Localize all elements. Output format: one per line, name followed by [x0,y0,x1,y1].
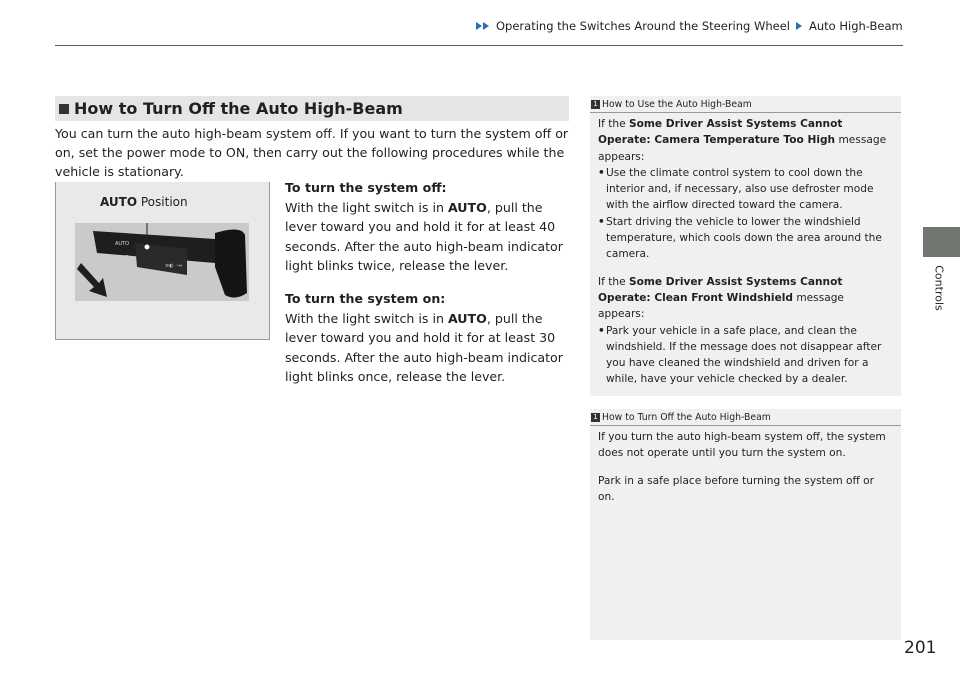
svg-text:AUTO: AUTO [115,241,130,247]
figure-caption: AUTO Position [100,195,188,209]
note-turn-off-auto-high-beam [590,409,901,640]
bullet-icon: • [598,215,605,228]
note-paragraph: If you turn the auto high-beam system off, the system does not operate until you turn the system on. [598,431,886,460]
reference-marker-icon: 1 [591,413,600,422]
intro-paragraph: You can turn the auto high-beam system off. If you want to turn the system off or on, set the power mode to ON, then carry out the following procedures while the vehicle is stationary. [55,126,569,179]
breadcrumb-arrow-icon [476,22,482,30]
note-message: If the Some Driver Assist Systems Cannot Operate: Clean Front Windshield message appears: [598,275,844,321]
note-title: How to Use the Auto High-Beam [602,98,752,110]
breadcrumb-arrow-icon [483,22,489,30]
side-tab[interactable] [923,227,960,257]
procedure-turn-off [285,178,569,276]
bullet-icon: • [598,166,605,179]
note-message: If the Some Driver Assist Systems Cannot Operate: Camera Temperature Too High message appears: [598,118,887,163]
side-tab-label: Controls [932,265,946,311]
svg-text:≡◐ ◦⇔: ≡◐ ◦⇔ [165,263,183,269]
bullet-icon: • [598,324,605,337]
bullet-item: • Start driving the vehicle to lower the windshield temperature, which cools down the area around the camera. [598,214,891,263]
section-title: How to Turn Off the Auto High-Beam [74,99,403,118]
note-paragraph: Park in a safe place before turning the system off or on. [598,474,875,503]
procedure-turn-on [285,289,569,387]
section-square-icon [59,104,69,114]
light-switch-lever-image [75,223,249,301]
section-heading [55,96,569,121]
bullet-item: • Use the climate control system to cool down the interior and, if necessary, also use defroster mode with the airflow directed toward the camera. [598,165,891,214]
page-number: 201 [904,638,937,658]
breadcrumb-item-switches[interactable]: Operating the Switches Around the Steering Wheel [496,19,790,33]
note-title: How to Turn Off the Auto High-Beam [602,411,771,423]
bullet-item: • Park your vehicle in a safe place, and clean the windshield. If the message does not disappear after you have cleaned the windshield and driven for a while, have your vehicle checked by a dealer. [598,323,891,388]
procedure-text: With the light switch is in AUTO, pull the lever toward you and hold it for at least 40 seconds. After the auto high-beam indicator light blinks twice, release the lever. [285,199,563,273]
procedure-text: With the light switch is in AUTO, pull the lever toward you and hold it for at least 30 seconds. After the auto high-beam indicator light blinks once, release the lever. [285,310,563,384]
note-use-auto-high-beam [590,96,901,396]
note-header[interactable] [590,409,901,426]
header-divider [55,45,903,46]
breadcrumb-arrow-icon [796,22,802,30]
procedure-heading: To turn the system off: [285,180,447,195]
note-header[interactable] [590,96,901,113]
breadcrumb-item-auto-high-beam[interactable]: Auto High-Beam [809,19,903,33]
svg-text:≣D: ≣D [121,255,130,261]
procedure-heading: To turn the system on: [285,291,446,306]
breadcrumb [476,19,903,33]
reference-marker-icon: 1 [591,100,600,109]
